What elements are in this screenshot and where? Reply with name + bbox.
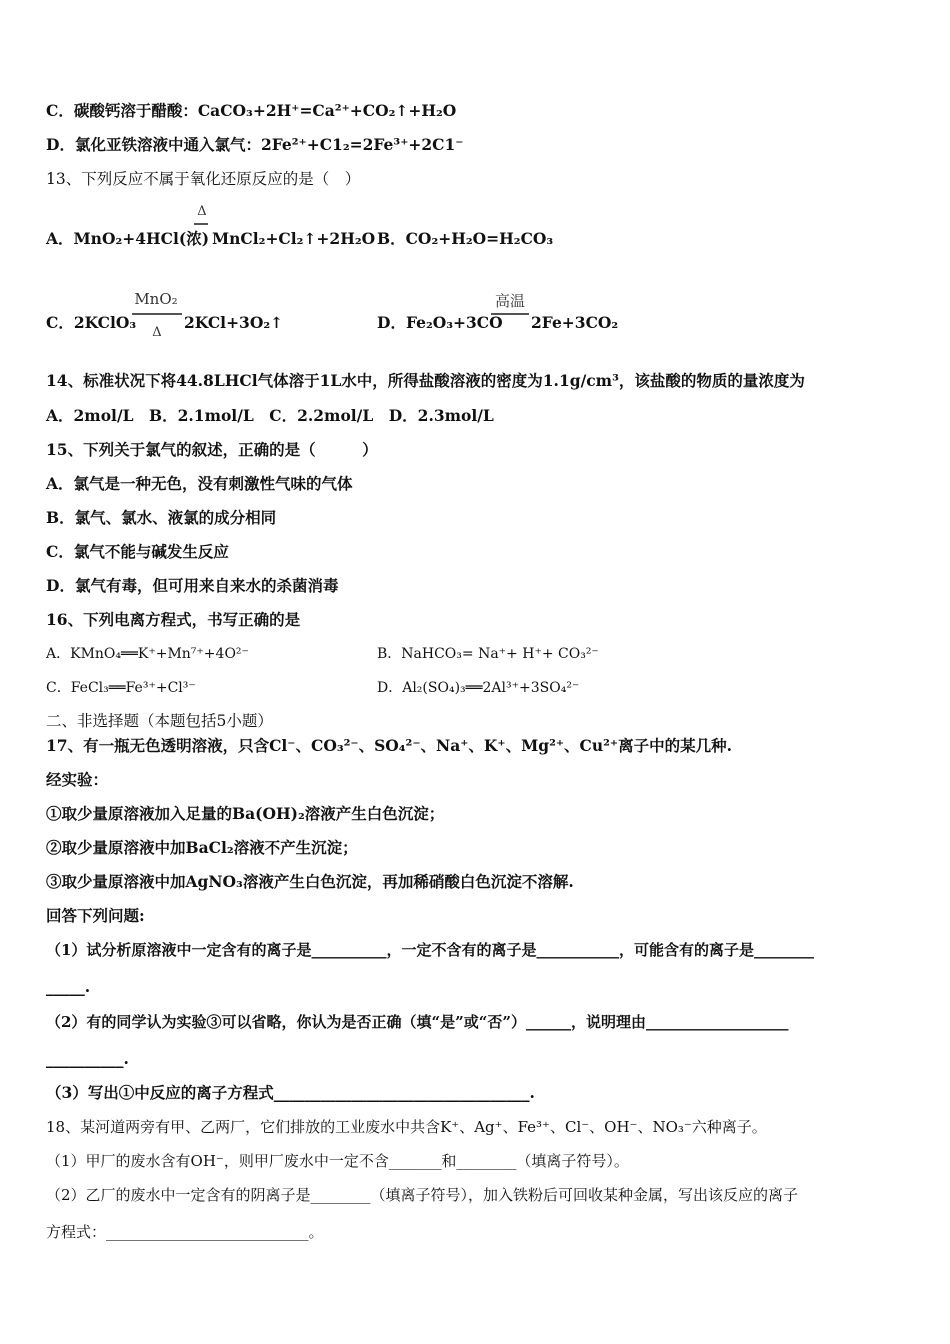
q15-stem: 15、下列关于氯气的叙述，正确的是（ ） xyxy=(46,440,378,459)
q15-option-b: B．氯气、氯水、液氯的成分相同 xyxy=(46,508,277,527)
q17-part-3: （3）写出①中反应的离子方程式_________________________________. xyxy=(46,1083,535,1102)
q13a-condition: Δ xyxy=(197,204,207,219)
q13-option-d: D．Fe₂O₃+3CO xyxy=(377,313,503,332)
q13-option-d-products: 2Fe+3CO₂ xyxy=(531,313,619,332)
section-2-heading: 二、非选择题（本题包括5小题） xyxy=(46,712,273,730)
q14-stem: 14、标准状况下将44.8LHCl气体溶于1L水中，所得盐酸溶液的密度为1.1g/cm³，该盐酸的物质的量浓度为 xyxy=(46,371,805,390)
q13-stem: 13、下列反应不属于氧化还原反应的是（ ） xyxy=(46,170,361,188)
q16-option-b: B．NaHCO₃= Na⁺+ H⁺+ CO₃²⁻ xyxy=(377,646,599,662)
q13-option-c-products: 2KCl+3O₂↑ xyxy=(184,313,284,332)
q18-part-2: （2）乙厂的废水中一定含有的阴离子是________（填离子符号），加入铁粉后可回收某种金属，写出该反应的离子 xyxy=(46,1186,799,1204)
q17-experiment-2: ②取少量原溶液中加BaCl₂溶液不产生沉淀； xyxy=(46,838,358,857)
q13-option-a-products: MnCl₂+Cl₂↑+2H₂O xyxy=(212,229,376,248)
q16-stem: 16、下列电离方程式，书写正确的是 xyxy=(46,610,301,629)
q16-option-c: C．FeCl₃══Fe³⁺+Cl³⁻ xyxy=(46,680,196,696)
q18-part-2-cont: 方程式：___________________________。 xyxy=(46,1223,324,1241)
q15-option-c: C．氯气不能与碱发生反应 xyxy=(46,542,229,561)
q13d-condition: 高温 xyxy=(494,292,525,310)
q13-option-c: C．2KClO₃ xyxy=(46,313,137,332)
q12-option-c: C．碳酸钙溶于醋酸：CaCO₃+2H⁺=Ca²⁺+CO₂↑+H₂O xyxy=(46,101,457,120)
q17-experiment-1: ①取少量原溶液加入足量的Ba(OH)₂溶液产生白色沉淀； xyxy=(46,804,445,823)
q17-part-1: （1）试分析原溶液中一定含有的离子是__________，一定不含有的离子是___________，可能含有的离子是________ xyxy=(46,941,814,959)
q17-answer-prompt: 回答下列问题: xyxy=(46,906,145,925)
q13c-heat: Δ xyxy=(152,325,162,340)
q17-part-2-cont: __________. xyxy=(46,1049,129,1068)
q15-option-a: A．氯气是一种无色，没有刺激性气味的气体 xyxy=(46,474,353,493)
q13-option-b: B．CO₂+H₂O=H₂CO₃ xyxy=(377,229,554,248)
q17-stem: 17、有一瓶无色透明溶液，只含Cl⁻、CO₃²⁻、SO₄²⁻、Na⁺、K⁺、Mg²⁺、Cu²⁺离子中的某几种. xyxy=(46,736,733,755)
q13c-catalyst: MnO₂ xyxy=(134,290,178,308)
q17-part-1-cont: _____. xyxy=(46,977,91,996)
q13a-arrow xyxy=(194,223,208,225)
q13c-arrow xyxy=(132,313,182,315)
q13d-arrow xyxy=(491,313,529,315)
q15-option-d: D．氯气有毒，但可用来自来水的杀菌消毒 xyxy=(46,576,339,595)
q17-experiments-label: 经实验： xyxy=(46,770,109,789)
q16-option-a: A．KMnO₄══K⁺+Mn⁷⁺+4O²⁻ xyxy=(46,646,249,662)
q16-option-d: D．Al₂(SO₄)₃══2Al³⁺+3SO₄²⁻ xyxy=(377,680,580,696)
q17-experiment-3: ③取少量原溶液中加AgNO₃溶液产生白色沉淀，再加稀硝酸白色沉淀不溶解. xyxy=(46,872,574,891)
q12-option-d: D．氯化亚铁溶液中通入氯气：2Fe²⁺+C1₂=2Fe³⁺+2C1⁻ xyxy=(46,135,464,154)
q13-option-a: A．MnO₂+4HCl(浓) xyxy=(46,229,210,248)
q18-stem: 18、某河道两旁有甲、乙两厂，它们排放的工业废水中共含K⁺、Ag⁺、Fe³⁺、Cl⁻、OH⁻、NO₃⁻六种离子。 xyxy=(46,1118,767,1136)
q17-part-2: （2）有的同学认为实验③可以省略，你认为是否正确（填“是”或“否”）______，说明理由___________________ xyxy=(46,1013,789,1031)
q18-part-1: （1）甲厂的废水含有OH⁻，则甲厂废水中一定不含_______和________（填离子符号）。 xyxy=(46,1152,629,1170)
q14-options: A．2mol/L B．2.1mol/L C．2.2mol/L D．2.3mol/L xyxy=(46,406,494,425)
